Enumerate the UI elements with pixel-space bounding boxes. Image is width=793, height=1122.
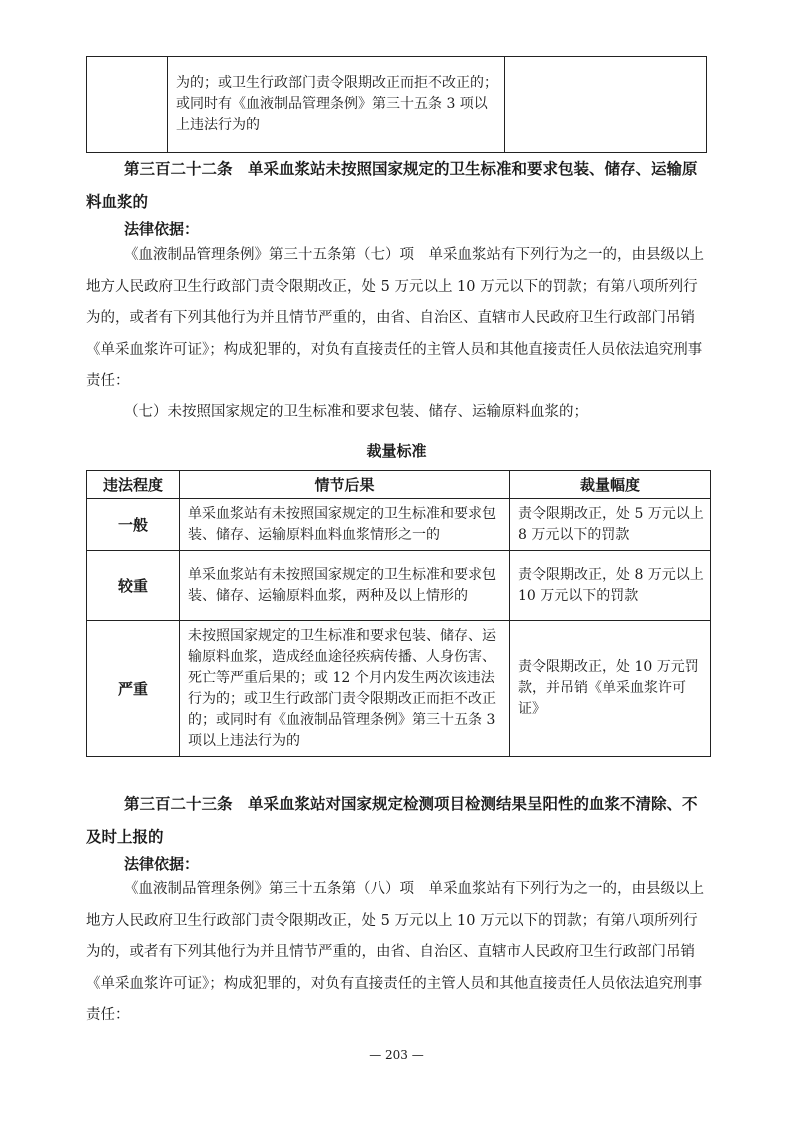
article-322-basis-label: 法律依据：: [124, 220, 200, 238]
standard-table-header-row: [87, 471, 711, 499]
row-level: 一般: [87, 499, 180, 551]
row-penalty-cell: [510, 551, 711, 621]
page-number: — 203 —: [369, 1048, 424, 1062]
table-row: [87, 551, 711, 621]
row-circumstance-cell: [180, 621, 510, 757]
header-level: 违法程度: [87, 471, 180, 499]
row-level: 较重: [87, 551, 180, 621]
row-penalty-cell: [510, 621, 711, 757]
row-circumstance: 单采血浆站有未按照国家规定的卫生标准和要求包装、储存、运输原料血料血浆情形之一的: [188, 505, 496, 543]
row-penalty: 责令限期改正，处 10 万元罚款，并吊销《单采血浆许可证》: [518, 659, 699, 717]
top-table-text-cell: [168, 57, 505, 153]
table-row: [87, 499, 711, 551]
header-penalty: 裁量幅度: [510, 471, 711, 499]
row-penalty: 责令限期改正，处 8 万元以上 10 万元以下的罚款: [518, 566, 704, 604]
standard-table: [86, 470, 711, 757]
row-circumstance: 未按照国家规定的卫生标准和要求包装、储存、运输原料血浆，造成经血途径疾病传播、人身伤害、死亡等严重后果的；或 12 个月内发生两次该违法行为的；或卫生行政部门责令限期改正而拒不改正的；或同时有《血液制品管理条例》第三十五条 3 项以上违法行为的: [188, 627, 496, 749]
top-table-continuation-text: 为的；或卫生行政部门责令限期改正而拒不改正的；或同时有《血液制品管理条例》第三十五条 3 项以上违法行为的: [176, 75, 498, 133]
article-323-basis-label: 法律依据：: [124, 855, 200, 873]
top-continuation-table: [86, 56, 707, 153]
table-row: [87, 621, 711, 757]
article-322-item-text: （七）未按照国家规定的卫生标准和要求包装、储存、运输原料血浆的；: [124, 404, 588, 420]
article-323-title: 第三百二十三条 单采血浆站对国家规定检测项目检测结果呈阳性的血浆不清除、不及时上报的: [86, 795, 698, 846]
top-table-empty-cell: [505, 57, 707, 153]
row-penalty: 责令限期改正，处 5 万元以上 8 万元以下的罚款: [518, 505, 704, 543]
row-level: 严重: [87, 621, 180, 757]
row-penalty-cell: [510, 499, 711, 551]
header-circumstance: 情节后果: [180, 471, 510, 499]
row-circumstance-cell: [180, 499, 510, 551]
article-322-basis-text: 《血液制品管理条例》第三十五条第（七）项 单采血浆站有下列行为之一的，由县级以上地方人民政府卫生行政部门责令限期改正，处 5 万元以上 10 万元以下的罚款；有第八项所列行为的，或者有下列其他行为并且情节严重的，由省、自治区、直辖市人民政府卫生行政部门吊销《单采血浆许可证》；构成犯罪的，对负有直接责任的主管人员和其他直接责任人员依法追究刑事责任：: [86, 247, 704, 389]
standard-title: 裁量标准: [366, 442, 427, 460]
article-322-title: 第三百二十二条 单采血浆站未按照国家规定的卫生标准和要求包装、储存、运输原料血浆的: [86, 160, 698, 211]
row-circumstance-cell: [180, 551, 510, 621]
top-table-empty-cell: [87, 57, 168, 153]
row-circumstance: 单采血浆站有未按照国家规定的卫生标准和要求包装、储存、运输原料血浆，两种及以上情形的: [188, 566, 496, 604]
article-323-basis-text: 《血液制品管理条例》第三十五条第（八）项 单采血浆站有下列行为之一的，由县级以上地方人民政府卫生行政部门责令限期改正，处 5 万元以上 10 万元以下的罚款；有第八项所列行为的，或者有下列其他行为并且情节严重的，由省、自治区、直辖市人民政府卫生行政部门吊销《单采血浆许可证》；构成犯罪的，对负有直接责任的主管人员和其他直接责任人员依法追究刑事责任：: [86, 881, 704, 1023]
